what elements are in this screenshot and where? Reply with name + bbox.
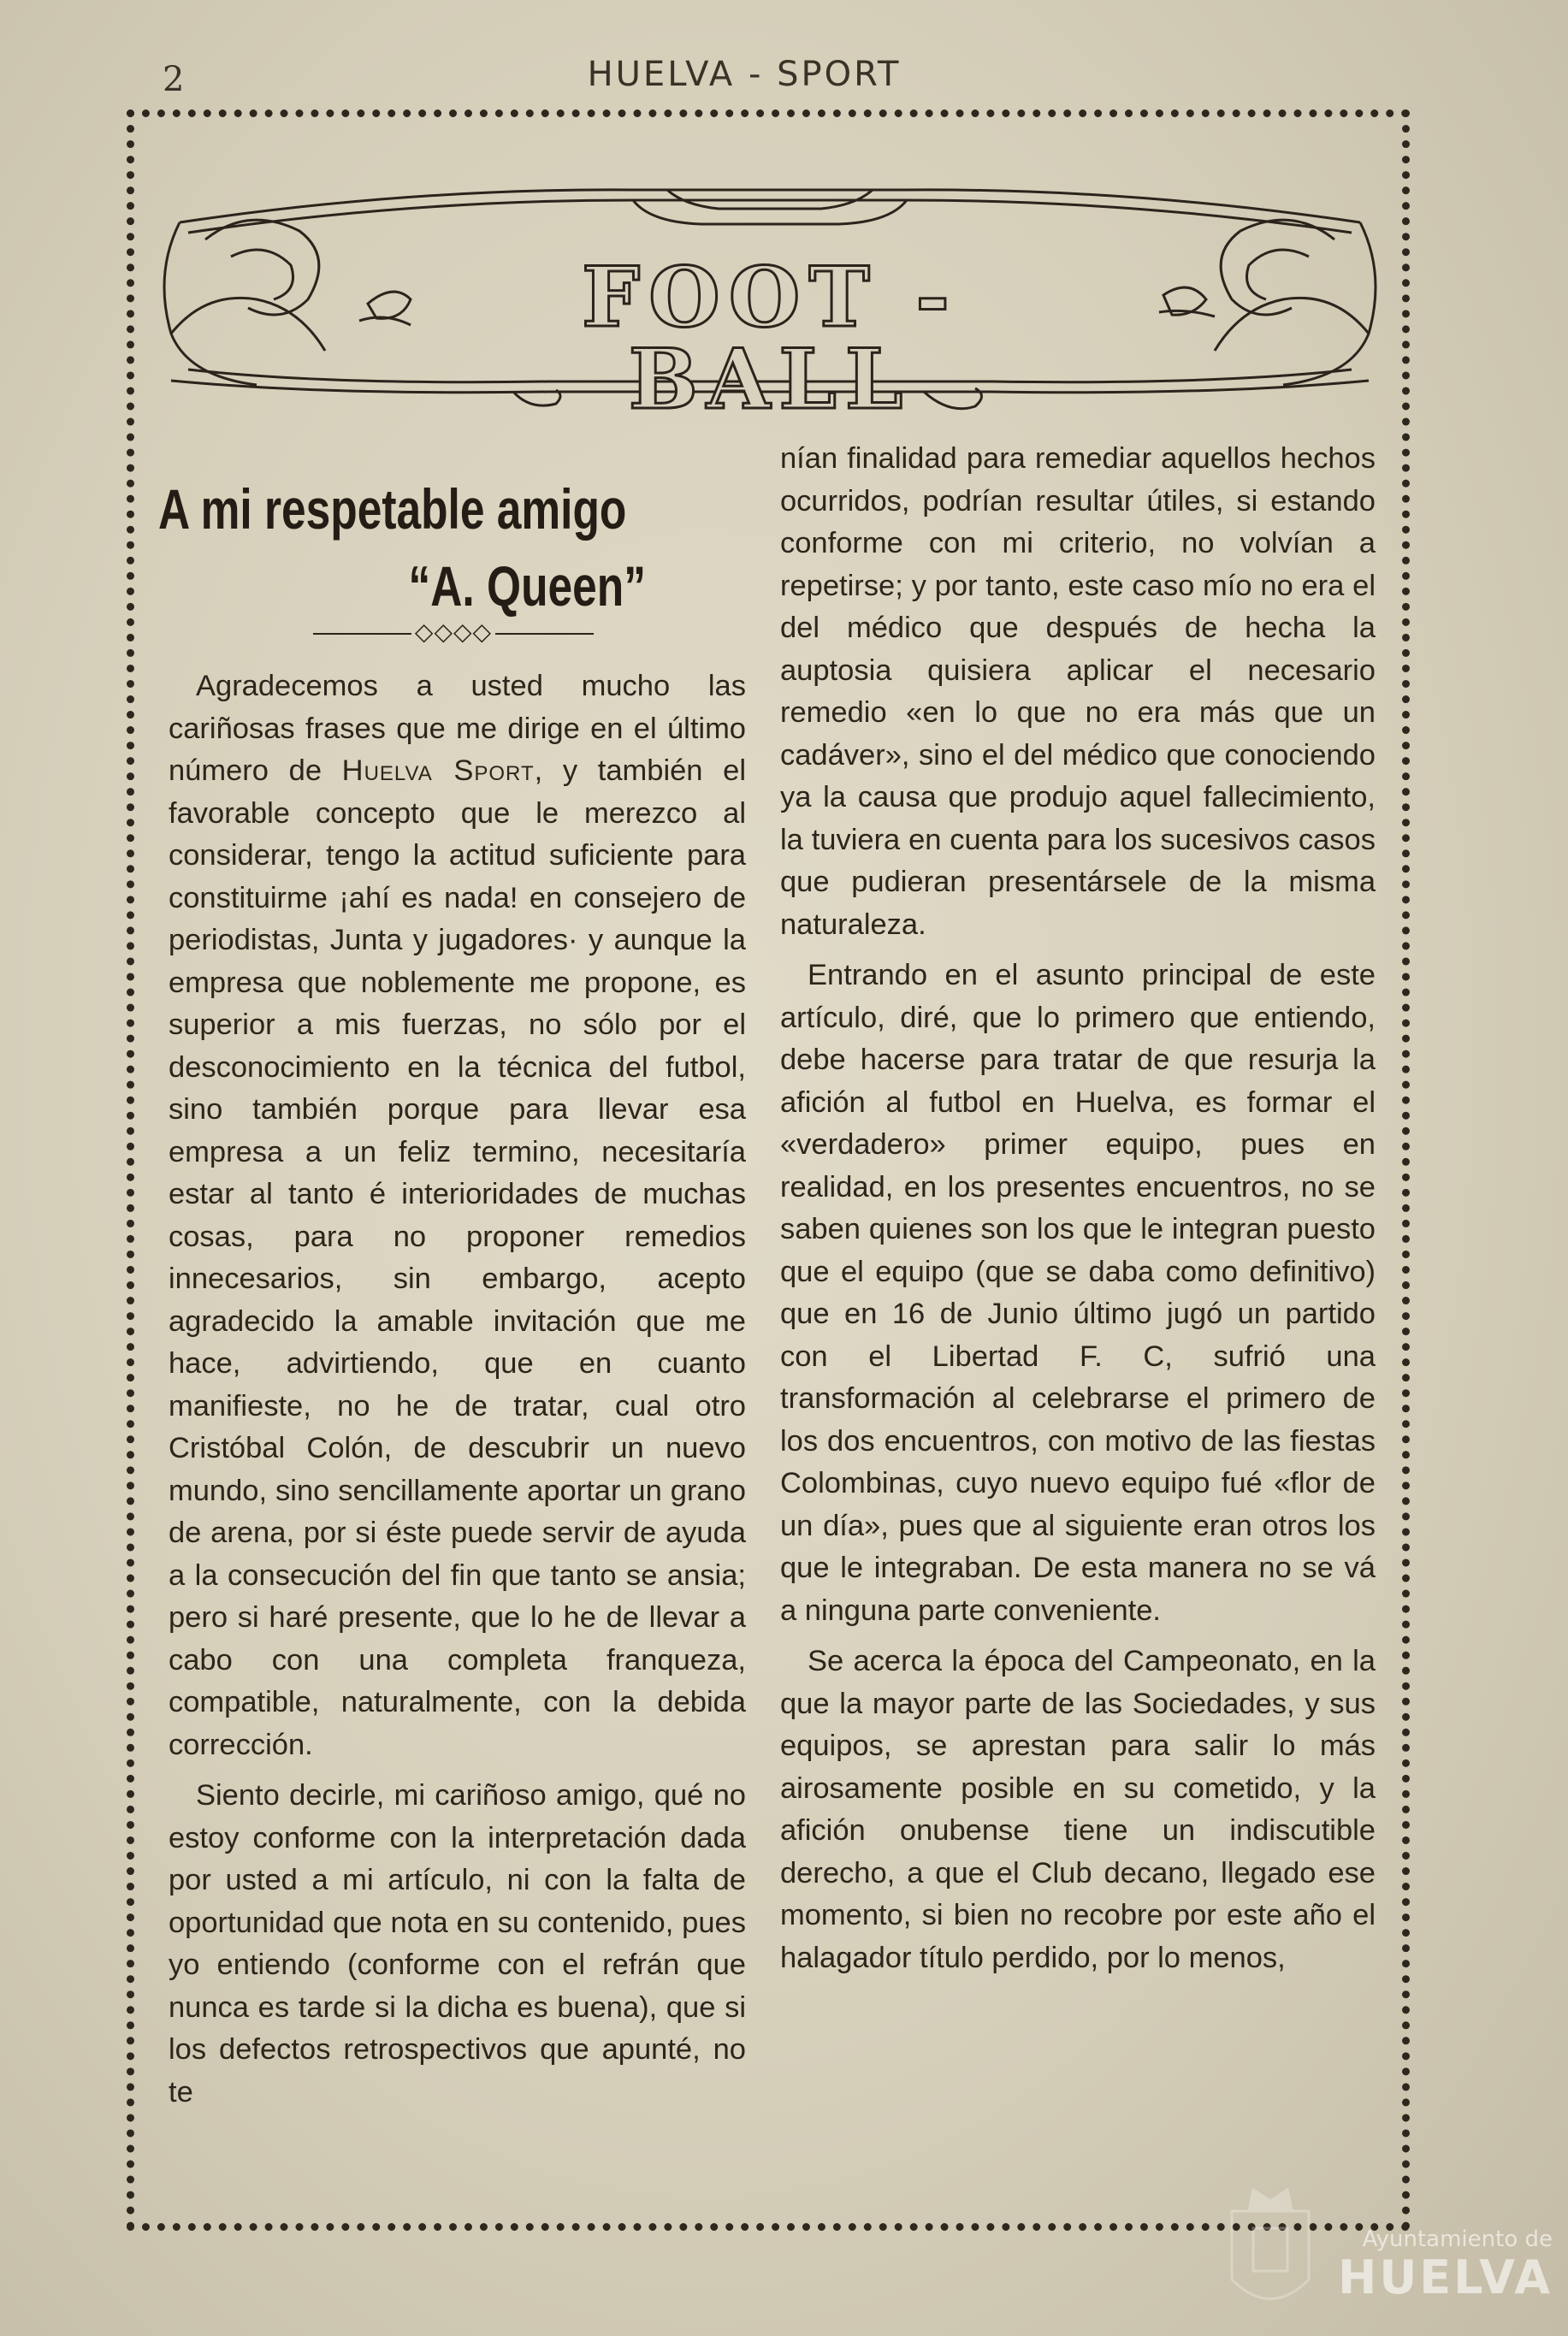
watermark-line1: Ayuntamiento de xyxy=(1362,2227,1553,2252)
left-p2-text: Siento decirle, mi cariñoso amigo, qué no estoy conforme con la interpretación dada por usted a mi artículo, ni con la falta de oportunidad que nota en su contenido, pues yo entiendo (conforme con el refrán que nunca es tarde si la dicha es buena), que si los defectos retrospectivos que apunté, no te xyxy=(169,1779,746,2108)
left-column xyxy=(169,665,746,2114)
divider-rule-right xyxy=(495,633,594,635)
banner-title: FOOT - BALL xyxy=(581,249,959,428)
left-paragraph-1 xyxy=(169,665,746,1766)
right-paragraph-2: Entrando en el asunto principal de este artículo, diré, que lo primero que entiendo, debe hacerse para tratar de que resurja la afición al futbol en Huelva, es formar el «verdadero» primer equipo, pues en realidad, en los presentes encuentros, no se saben quienes son los que le integran puesto que el equipo (que se daba como definitivo) que en 16 de Junio último jugó un partido con el Libertad F. C, sufrió una transformación al celebrarse el primero de los dos encuentros, con motivo de las fiestas Colombinas, cuyo nuevo equipo fué «flor de un día», pues que al siguiente eran otros los que le integraban. De esta manera no se vá a ninguna parte conveniente. xyxy=(780,959,1376,1627)
left-p1-text-b: , y también el favorable concepto que le merezco al considerar, tengo la actitud suficiente para constituirme ¡ahí es nada! en consejero de periodistas, Junta y jugadores· y aunque la empresa que noblemente me propone, es superior a mis fuerzas, no sólo por el desconocimiento en la técnica del futbol, sino también porque para llevar esa empresa a un feliz termino, necesitaría estar al tanto é interioridades de muchas cosas, para no proponer remedios innecesarios, sin embargo, acepto agradecido la amable invitación que me hace, advirtiendo, que en cuanto manifieste, no he de tratar, cual otro Cristóbal Colón, de descubrir un nuevo mundo, sino sencillamente aportar un grano de arena, por si éste puede servir de ayuda a la consecución del fin que tanto se ansia; pero si haré presente, que lo he de llevar a cabo con una completa franqueza, compatible, naturalmente, con la debida corrección. xyxy=(169,754,746,1761)
right-paragraph-3: Se acerca la época del Campeonato, en la que la mayor parte de las Sociedades, y sus equipos, se aprestan para salir lo más airosamente posible en su cometido, y la afición onubense tiene un indiscutible derecho, a que el Club decano, llegado ese momento, si bien no recobre por este año el halagador título perdido, por lo menos, xyxy=(780,1645,1376,1974)
section-divider xyxy=(282,618,624,646)
watermark xyxy=(1330,2227,1553,2303)
article-title xyxy=(158,470,646,624)
divider-ornament: ◇◇◇◇ xyxy=(414,618,493,646)
right-paragraph-1: nían finalidad para remediar aquellos hechos ocurridos, podrían resultar útiles, si estando conforme con mi criterio, no volvían a repetirse; y por tanto, este caso mío no era el del médico que después de hecha la auptosia quisiera aplicar el necesario remedio «en lo que no era más que un cadáver», sino el del médico que conociendo ya la causa que produjo aquel fallecimiento, la tuviera en cuenta para los sucesivos casos que pudieran presentársele de la misma naturaleza. xyxy=(780,442,1376,941)
watermark-line2: HUELVA xyxy=(1338,2250,1553,2304)
city-seal-watermark-icon xyxy=(1215,2177,1326,2322)
divider-rule-left xyxy=(313,633,411,635)
publication-name: Huelva Sport xyxy=(341,754,535,787)
article-title-line2: “A. Queen” xyxy=(408,554,646,618)
left-p1-text-a: Agradecemos a usted mucho las cariñosas frases que me dirige en el último número de xyxy=(169,670,746,787)
right-column xyxy=(780,438,1376,1979)
left-paragraph-2 xyxy=(169,1775,746,2114)
page-number: 2 xyxy=(163,60,185,99)
running-head: HUELVA - SPORT xyxy=(587,55,902,94)
article-title-line1: A mi respetable amigo xyxy=(158,477,627,541)
